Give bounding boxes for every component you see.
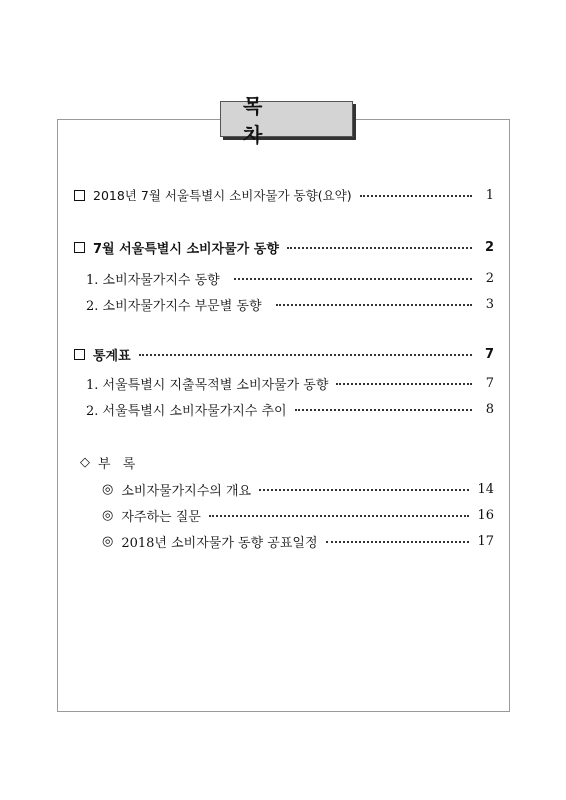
toc-entry-page: 7	[485, 375, 494, 391]
toc-entry-tables[interactable]	[74, 344, 494, 364]
appendix-item-label: 소비자물가지수의 개요	[121, 483, 252, 499]
leader-dots	[139, 354, 472, 356]
appendix-item-schedule[interactable]	[102, 531, 494, 551]
double-circle-icon: ◎	[102, 481, 114, 497]
checkbox-square-icon	[74, 190, 85, 201]
appendix-item-label: 2018년 소비자물가 동향 공표일정	[121, 535, 318, 551]
page-title	[220, 94, 353, 147]
appendix-item-page: 16	[477, 507, 494, 523]
toc-entry-label: 2. 소비자물가지수 부문별 동향	[86, 298, 262, 314]
appendix-item-page: 17	[477, 533, 494, 549]
appendix-item-label: 자주하는 질문	[121, 509, 201, 525]
appendix-heading-label: 부 록	[98, 456, 140, 472]
toc-entry-label: 1. 서울특별시 지출목적별 소비자물가 동향	[86, 377, 329, 393]
toc-entry-page: 7	[484, 346, 494, 362]
toc-entry-label: 2018년 7월 서울특별시 소비자물가 동향(요약)	[93, 188, 352, 203]
page-title-text: 목 차	[243, 94, 285, 147]
leader-dots	[326, 541, 470, 543]
toc-entry-page: 2	[484, 239, 494, 255]
toc-entry-page: 1	[485, 187, 494, 203]
leader-dots	[209, 515, 470, 517]
diamond-icon: ◇	[80, 454, 90, 470]
checkbox-square-icon	[74, 242, 85, 253]
appendix-heading	[80, 452, 139, 472]
toc-entry-trend[interactable]	[74, 237, 494, 257]
leader-dots	[336, 383, 472, 385]
leader-dots	[287, 247, 472, 249]
toc-entry-label: 2. 서울특별시 소비자물가지수 추이	[86, 403, 287, 419]
toc-entry-label: 7월 서울특별시 소비자물가 동향	[93, 241, 279, 257]
checkbox-square-icon	[74, 349, 85, 360]
leader-dots	[360, 195, 472, 197]
appendix-item-overview[interactable]	[102, 479, 494, 499]
toc-entry-label: 1. 소비자물가지수 동향	[86, 272, 220, 288]
toc-entry-label: 통계표	[93, 348, 131, 364]
leader-dots	[234, 278, 472, 280]
leader-dots	[295, 409, 472, 411]
toc-subentry-expenditure[interactable]	[86, 373, 494, 393]
leader-dots	[276, 304, 473, 306]
toc-entry-page: 8	[485, 401, 494, 417]
toc-subentry-cpi-trend[interactable]	[86, 268, 494, 288]
toc-entry-page: 2	[485, 270, 494, 286]
toc-entry-summary[interactable]	[74, 185, 494, 205]
double-circle-icon: ◎	[102, 533, 114, 549]
toc-subentry-cpi-series[interactable]	[86, 399, 494, 419]
double-circle-icon: ◎	[102, 507, 114, 523]
toc-subentry-cpi-sector[interactable]	[86, 294, 494, 314]
leader-dots	[259, 489, 469, 491]
toc-entry-page: 3	[485, 296, 494, 312]
appendix-item-page: 14	[477, 481, 494, 497]
appendix-item-faq[interactable]	[102, 505, 494, 525]
